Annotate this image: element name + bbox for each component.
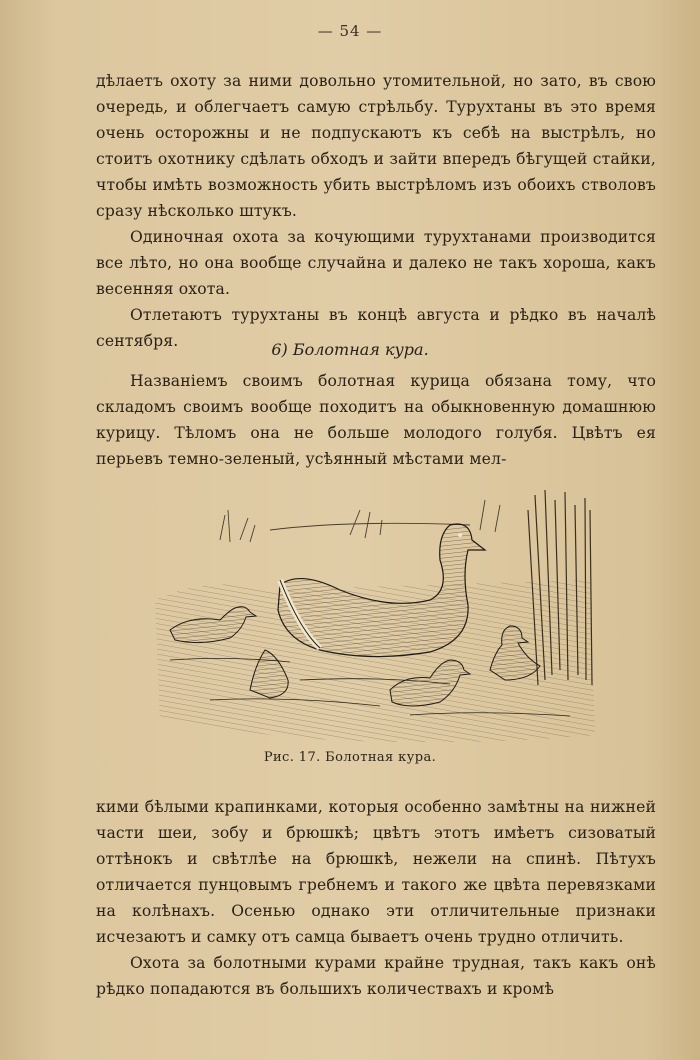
paragraph: кими бѣлыми крапинками, которыя особенно замѣтны на нижней части шеи, зобу и брюшкѣ; цвѣтъ этотъ имѣетъ сизоватый оттѣнокъ и свѣтлѣе на брюшкѣ, нежели на спинѣ. Пѣтухъ отличается пунцовымъ гребнемъ и такого же цвѣта перевязками на колѣнахъ. Осенью однако эти отличительные признаки исчезаютъ и самку отъ самца бываетъ очень трудно отличить. [96, 798, 656, 946]
page-number: — 54 — [317, 22, 383, 40]
section-subheading: 6) Болотная кура. [271, 340, 429, 359]
paragraph: Названіемъ своимъ болотная курица обязана тому, что складомъ своимъ вообще походитъ на обыкновенную домашнюю курицу. Тѣломъ она не больше молодого голубя. Цвѣтъ ея перьевъ темно-зеленый, усѣянный мѣстами мел- [96, 372, 656, 468]
figure-caption: Рис. 17. Болотная кура. [263, 750, 437, 765]
text-block-middle [96, 368, 656, 472]
moorhen-engraving [150, 480, 600, 742]
paragraph: дѣлаетъ охоту за ними довольно утомительной, но зато, въ свою очередь, и облегчаетъ самую стрѣльбу. Турухтаны въ это время очень осторожны и не подпускаютъ къ себѣ на выстрѣлъ, но стоитъ охотнику сдѣлать обходъ и зайти впередъ бѣгущей стайки, чтобы имѣть возможность убить выстрѣломъ изъ обоихъ стволовъ сразу нѣсколько штукъ. [96, 72, 656, 220]
paragraph: Охота за болотными курами крайне трудная, такъ какъ онѣ рѣдко попадаются въ большихъ количествахъ и кромѣ [96, 954, 656, 998]
paragraph: Одиночная охота за кочующими турухтанами производится все лѣто, но она вообще случайна и далеко не такъ хороша, какъ весенняя охота. [96, 228, 656, 298]
text-block-top [96, 68, 656, 354]
paragraph: Отлетаютъ турухтаны въ концѣ августа и рѣдко въ началѣ сентября. [96, 306, 656, 350]
text-block-bottom [96, 794, 656, 1002]
